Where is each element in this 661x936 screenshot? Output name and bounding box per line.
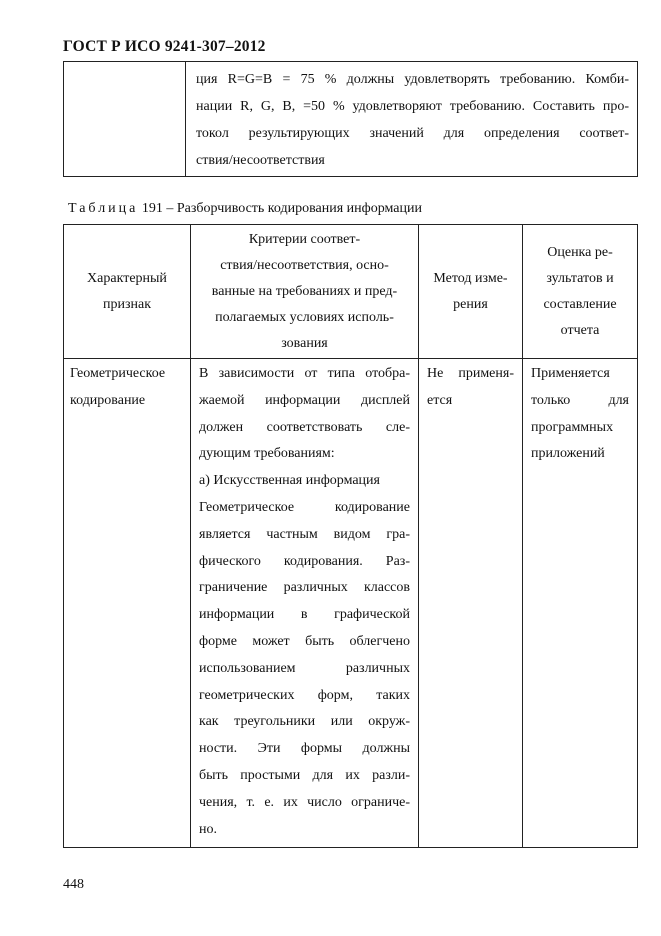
table-header-row: [64, 225, 638, 359]
header-line: полагаемых условиях исполь-: [215, 309, 394, 325]
cell-line: ется: [427, 392, 453, 408]
table-row: [64, 359, 638, 848]
header-cell-criteria: [191, 225, 419, 359]
cell-line: Применяется: [531, 366, 610, 381]
criteria-cell: [191, 359, 419, 848]
cell-line: как треугольники или окруж-: [199, 714, 410, 730]
cell-line: Геометрическое: [70, 366, 166, 381]
cell-line: форме может быть облегчено: [199, 633, 410, 649]
header-line: Оценка ре-: [547, 244, 613, 260]
header-cell-method: [419, 225, 523, 359]
header-line: зультатов и: [546, 270, 614, 286]
cell-line: является частным видом гра-: [199, 526, 410, 542]
cell-line: должен соответствовать сле-: [199, 419, 410, 435]
continuation-table: [63, 61, 638, 177]
text-line: нации R, G, B, =50 % удовлетворяют требованию. Составить про-: [196, 99, 629, 114]
cell-line: быть простыми для их разли-: [199, 767, 410, 783]
cell-line: Не применя-: [427, 366, 514, 381]
cell-line: жаемой информации дисплей: [199, 392, 410, 408]
header-line: отчета: [560, 322, 600, 338]
cell-line: информации в графической: [199, 607, 410, 623]
header-line: Критерии соответ-: [248, 231, 361, 247]
cell-line: а) Искусственная информация: [199, 473, 380, 489]
text-line: ция R=G=B = 75 % должны удовлетворять требованию. Комби-: [196, 72, 629, 87]
header-line: рения: [453, 296, 488, 312]
continuation-left-cell: [64, 62, 186, 177]
cell-line: фического кодирования. Раз-: [199, 553, 410, 569]
header-line: Характерный: [87, 270, 167, 286]
page-number: 448: [63, 877, 84, 892]
document-header: ГОСТ Р ИСО 9241-307–2012: [63, 38, 266, 55]
text-line: токол результирующих значений для определения соответ-: [196, 126, 629, 141]
cell-line: В зависимости от типа отобра-: [199, 366, 410, 381]
cell-line: дующим требованиям:: [199, 446, 335, 462]
cell-line: Геометрическое кодирование: [199, 499, 410, 515]
header-line: зования: [281, 335, 328, 351]
table-caption-label: Таблица: [68, 201, 139, 216]
table-row: [64, 62, 638, 177]
cell-line: но.: [199, 821, 217, 837]
header-line: ствия/несоответствия, осно-: [220, 257, 389, 273]
method-cell: [419, 359, 523, 848]
cell-line: граничение различных классов: [199, 580, 410, 596]
table-caption-text: 191 – Разборчивость кодирования информации: [138, 201, 422, 216]
continuation-text-cell: [186, 62, 638, 177]
cell-line: только для: [531, 392, 629, 408]
header-line: Метод изме-: [433, 270, 508, 286]
header-cell-feature: [64, 225, 191, 359]
feature-cell: [64, 359, 191, 848]
table-caption: [68, 201, 422, 217]
cell-line: программных: [531, 419, 614, 435]
header-line: ванные на требованиях и пред-: [211, 283, 398, 299]
cell-line: геометрических форм, таких: [199, 687, 410, 703]
cell-line: использованием различных: [199, 660, 410, 676]
legibility-table: [63, 224, 638, 848]
cell-line: приложений: [531, 446, 605, 462]
header-line: составление: [543, 296, 617, 312]
cell-line: чения, т. е. их число ограниче-: [199, 794, 410, 810]
cell-line: ности. Эти формы должны: [199, 741, 410, 757]
text-line: ствия/несоответствия: [196, 153, 325, 168]
evaluation-cell: [523, 359, 638, 848]
cell-line: кодирование: [70, 392, 146, 408]
header-cell-evaluation: [523, 225, 638, 359]
header-line: признак: [102, 296, 152, 312]
